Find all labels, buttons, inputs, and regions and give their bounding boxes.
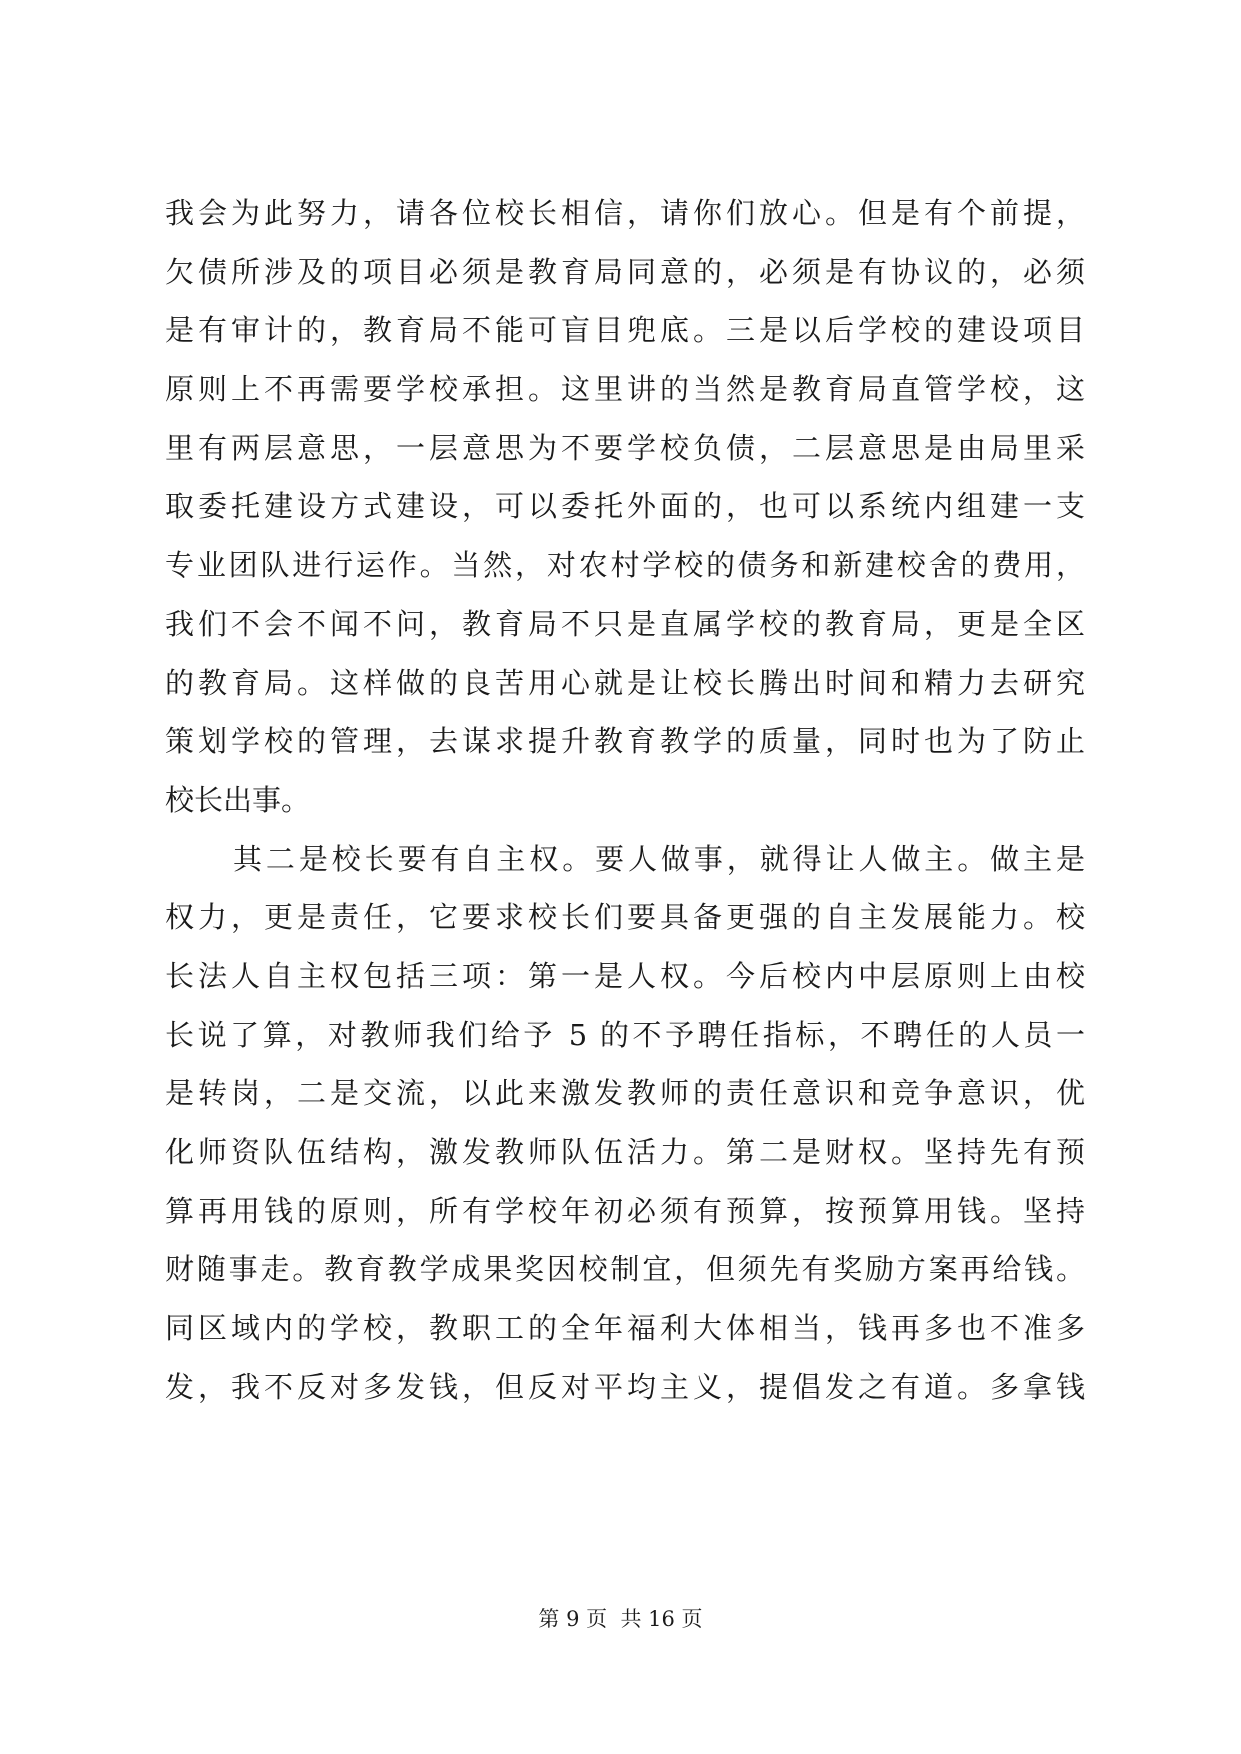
- text-line: 的教育局。这样做的良苦用心就是让校长腾出时间和精力去研究: [165, 665, 1085, 700]
- text-line: 取委托建设方式建设，可以委托外面的，也可以系统内组建一支: [165, 489, 1085, 524]
- text-line: 算再用钱的原则，所有学校年初必须有预算，按预算用钱。坚持: [165, 1193, 1085, 1228]
- text-line: 同区域内的学校，教职工的全年福利大体相当，钱再多也不准多: [165, 1311, 1085, 1346]
- text-line: 专业团队进行运作。当然，对农村学校的债务和新建校舍的费用，: [165, 548, 1085, 583]
- text-line: 我会为此努力，请各位校长相信，请你们放心。但是有个前提，: [165, 196, 1085, 230]
- text-line: 欠债所涉及的项目必须是教育局同意的，必须是有协议的，必须: [165, 254, 1085, 289]
- text-line: 校长出事。: [165, 782, 311, 817]
- text-line: 发，我不反对多发钱，但反对平均主义，提倡发之有道。多拿钱: [165, 1369, 1085, 1404]
- text-line: 是有审计的，教育局不能可盲目兜底。三是以后学校的建设项目: [165, 313, 1085, 348]
- page-footer: [0, 1604, 1241, 1634]
- text-line: 里有两层意思，一层意思为不要学校负债，二层意思是由局里采: [165, 430, 1085, 465]
- body-text: [165, 184, 1085, 1416]
- text-line: 财随事走。教育教学成果奖因校制宜，但须先有奖励方案再给钱。: [165, 1252, 1085, 1287]
- text-line: 是转岗，二是交流，以此来激发教师的责任意识和竞争意识，优: [165, 1076, 1085, 1111]
- page-number: 第 9 页 共 16 页: [538, 1607, 703, 1631]
- text-line: 权力，更是责任，它要求校长们要具备更强的自主发展能力。校: [165, 900, 1085, 935]
- text-line: 长法人自主权包括三项：第一是人权。今后校内中层原则上由校: [165, 958, 1085, 993]
- text-line: 原则上不再需要学校承担。这里讲的当然是教育局直管学校，这: [165, 372, 1085, 407]
- paragraph-first-line: 其二是校长要有自主权。要人做事，就得让人做主。做主是: [233, 841, 1085, 876]
- text-line: 长说了算，对教师我们给予 5 的不予聘任指标，不聘任的人员一: [165, 1017, 1085, 1052]
- text-line: 策划学校的管理，去谋求提升教育教学的质量，同时也为了防止: [165, 724, 1085, 759]
- text-line: 化师资队伍结构，激发教师队伍活力。第二是财权。坚持先有预: [165, 1135, 1085, 1169]
- text-line: 我们不会不闻不问，教育局不只是直属学校的教育局，更是全区: [165, 606, 1085, 641]
